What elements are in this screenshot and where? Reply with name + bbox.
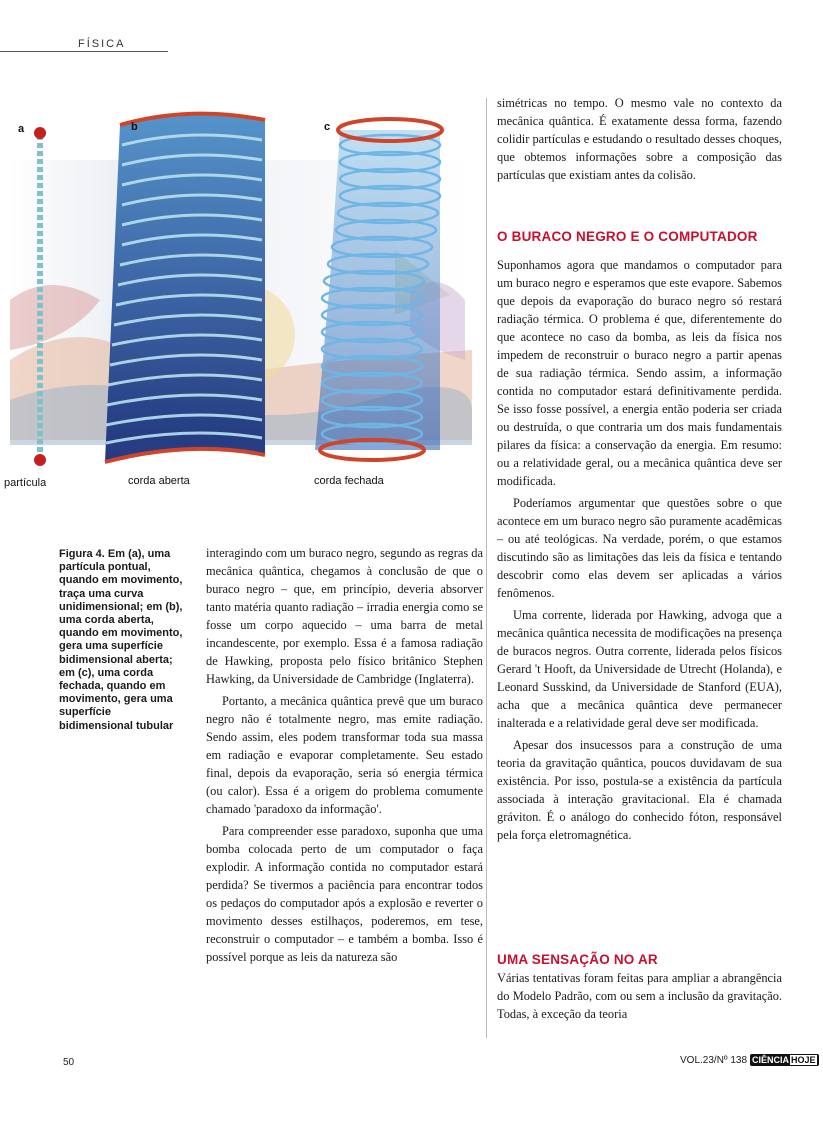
paragraph: Portanto, a mecânica quântica prevê que um buraco negro não é totalmente negro, mas emite radiação. Sendo assim, eles podem transformar toda sua massa em radiação e evaporar completamente. Seu estado final, depois da evaporação, seria só energia térmica (ou calor). Essa é a origem do problema comumente chamado 'paradoxo da informação'.	[206, 694, 483, 816]
figure-letter-a: a	[18, 123, 25, 135]
label-particle: partícula	[4, 477, 47, 489]
issue-label: VOL.23/Nº 138	[680, 1054, 748, 1066]
paragraph: simétricas no tempo. O mesmo vale no contexto da mecânica quântica. É exatamente dessa forma, fazendo colidir partículas e estudando o resultado desses choques, que obtemos informações sobre a composição das partículas que existiam antes da colisão.	[497, 96, 782, 182]
section-header: FÍSICA	[78, 38, 126, 50]
footer-issue	[680, 1054, 819, 1066]
label-open-string: corda aberta	[128, 475, 190, 487]
magazine-logo: CIÊNCIA HOJE	[750, 1054, 819, 1066]
section-title-sensation: UMA SENSAÇÃO NO AR	[497, 952, 658, 967]
section-title-black-hole: O BURACO NEGRO E O COMPUTADOR	[497, 229, 758, 244]
paragraph: Poderíamos argumentar que questões sobre o que acontece em um buraco negro são puramente acadêmicas – ou até teológicas. Na verdade, porém, o que estamos discutindo são as limitações das leis da física e tentando descobrir como elas devem ser aplicadas a vários fenômenos.	[497, 496, 782, 600]
paragraph: Uma corrente, liderada por Hawking, advoga que a mecânica quântica necessita de modificações na presença de buracos negros. Outra corrente, liderada pelos físicos Gerard 't Hooft, da Universidade de Utrecht (Holanda), e Leonard Susskind, da Universidade de Stanford (EUA), acha que a mecânica quântica deve permanecer inalterada e a relatividade geral deve ser modificada.	[497, 608, 782, 730]
paragraph: interagindo com um buraco negro, segundo as regras da mecânica quântica, chegamos à conclusão de que o buraco negro – que, em princípio, deveria absorver tanto matéria quanto radiação – irradia energia como se fosse um corpo aquecido – uma barra de metal incandescente, por exemplo. Essa é a famosa radiação de Hawking, proposta pelo físico britânico Stephen Hawking, da Universidade de Cambridge (Inglaterra).	[206, 546, 483, 686]
figure-caption: Figura 4. Em (a), uma partícula pontual, quando em movimento, traça uma curva unidimensional; em (b), uma corda aberta, quando em movimento, gera uma superfície bidimensional aberta; em (c), uma corda fechada, quando em movimento, gera uma superfície bidimensional tubular	[59, 548, 183, 732]
string-theory-figure	[4, 100, 472, 500]
paragraph: Para compreender esse paradoxo, suponha que uma bomba colocada perto de um computador o faça explodir. A informação contida no computador estará perdida? Se tivermos a paciência para encontrar todos os pedaços do computador após a explosão e reverter o movimento desses estilhaços, poderemos, em tese, reconstruir o computador – e também a bomba. Isso é possível porque as leis da natureza são	[206, 824, 483, 964]
figure-letter-b: b	[131, 121, 138, 133]
paragraph: Suponhamos agora que mandamos o computador para um buraco negro e esperamos que este evapore. Sabemos que depois da evaporação do buraco negro só restará radiação térmica. O problema é que, diferentemente do que acontece no caso da bomba, as leis da física nos impedem de reconstruir o buraco negro a partir apenas de sua radiação térmica. Sendo assim, a informação contida no computador estará definitivamente perdida. Se isso fosse possível, a energia então poderia ser criada ou destruída, o que contraria um dos mais fundamentais pilares da física: a conservação da energia. Em resumo: ou a relatividade geral, ou a mecânica quântica deve ser modificada.	[497, 258, 782, 488]
header-rule	[0, 51, 168, 52]
figure-illustration	[4, 100, 472, 500]
label-closed-string: corda fechada	[314, 475, 384, 487]
figure-letter-c: c	[324, 121, 331, 133]
paragraph: Várias tentativas foram feitas para ampliar a abrangência do Modelo Padrão, com ou sem a inclusão da gravitação. Todas, à exceção da teoria	[497, 971, 782, 1021]
column-right-bottom	[497, 969, 782, 1027]
column-rule	[486, 98, 487, 1038]
column-right-body	[497, 256, 782, 848]
paragraph: Apesar dos insucessos para a construção de uma teoria da gravitação quântica, poucos duvidavam de sua existência. Por isso, postula-se a existência da partícula associada à interação gravitacional. Ela é chamada gráviton. É o análogo do conhecido fóton, responsável pela força eletromagnética.	[497, 738, 782, 842]
column-right-top	[497, 94, 782, 188]
open-string-surface	[105, 114, 265, 462]
column-middle	[206, 544, 483, 970]
page-number: 50	[63, 1057, 75, 1068]
